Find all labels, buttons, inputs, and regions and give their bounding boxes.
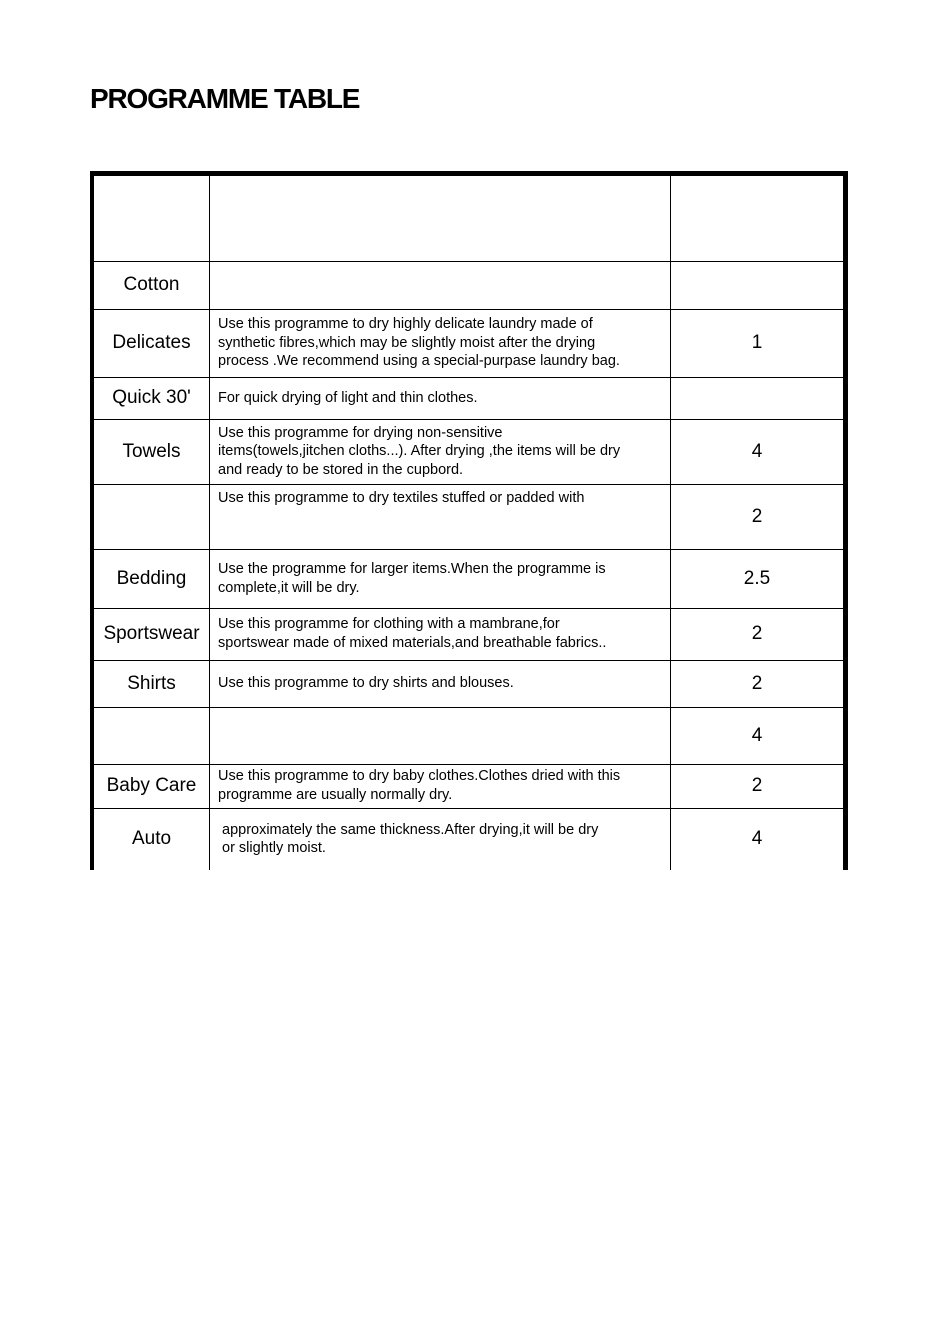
table-row — [94, 484, 843, 549]
programme-value-cell: 2 — [671, 660, 844, 707]
programme-name-cell — [94, 707, 210, 764]
programme-description: Use this programme for clothing with a mambrane,for sportswear made of mixed materials,and breathable fabrics.. — [218, 616, 607, 651]
programme-name-cell: Cotton — [94, 261, 210, 309]
table-row — [94, 660, 843, 707]
programme-name-cell: Delicates — [94, 309, 210, 377]
table-row — [94, 261, 843, 309]
table-row — [94, 707, 843, 764]
programme-description-cell — [210, 707, 671, 764]
programme-description: Use this programme to dry textiles stuffed or padded with — [218, 489, 585, 506]
programme-value-cell: 1 — [671, 309, 844, 377]
programme-name-cell — [94, 484, 210, 549]
table-header-row — [94, 176, 843, 261]
table-row — [94, 377, 843, 419]
programme-description-cell — [210, 377, 671, 419]
programme-value-cell: 4 — [671, 419, 844, 484]
programme-description: approximately the same thickness.After drying,it will be dry or slightly moist. — [222, 821, 599, 857]
page-title: PROGRAMME TABLE — [90, 83, 360, 114]
programme-value-cell: 2 — [671, 608, 844, 660]
programme-name-cell: Shirts — [94, 660, 210, 707]
programme-description-cell — [210, 484, 671, 549]
table-row — [94, 309, 843, 377]
programme-name-cell: Quick 30' — [94, 377, 210, 419]
programme-name-cell: Baby Care — [94, 764, 210, 808]
programme-description: Use the programme for larger items.When the programme is complete,it will be dry. — [218, 560, 606, 596]
programme-name-cell: Auto — [94, 808, 210, 870]
programme-table — [90, 171, 848, 870]
table-row — [94, 549, 843, 608]
programme-description-cell — [210, 660, 671, 707]
programme-value-cell — [671, 377, 844, 419]
programme-name-cell: Towels — [94, 419, 210, 484]
programme-value-cell: 2 — [671, 484, 844, 549]
table-row — [94, 419, 843, 484]
table-row — [94, 808, 843, 870]
programme-value-cell: 2 — [671, 764, 844, 808]
programme-value-cell: 4 — [671, 707, 844, 764]
programme-description-cell — [210, 808, 671, 870]
programme-name-cell — [94, 176, 210, 261]
table-row — [94, 608, 843, 660]
table-row — [94, 764, 843, 808]
programme-description: Use this programme to dry baby clothes.Clothes dried with this programme are usually normally dry. — [218, 768, 621, 803]
programme-description-cell — [210, 764, 671, 808]
programme-value-cell — [671, 176, 844, 261]
programme-description-cell — [210, 419, 671, 484]
programme-description: For quick drying of light and thin clothes. — [218, 389, 478, 406]
programme-description-cell — [210, 549, 671, 608]
programme-name-cell: Sportswear — [94, 608, 210, 660]
programme-value-cell: 4 — [751, 828, 763, 850]
programme-description-cell — [210, 608, 671, 660]
programme-description-cell — [210, 261, 671, 309]
programme-name-cell: Bedding — [94, 549, 210, 608]
programme-description: Use this programme to dry highly delicate laundry made of synthetic fibres,which may be slightly moist after the drying process .We recommend using a special-purpase laundry bag. — [218, 316, 620, 370]
programme-description: Use this programme for drying non-sensitive items(towels,jitchen cloths...). After drying ,the items will be dry and ready to be stored in the cupbord. — [218, 424, 621, 478]
programme-description-cell — [210, 176, 671, 261]
programme-value-cell — [671, 261, 844, 309]
programme-description: Use this programme to dry shirts and blouses. — [218, 675, 514, 692]
programme-value-cell: 2.5 — [671, 549, 844, 608]
programme-description-cell — [210, 309, 671, 377]
